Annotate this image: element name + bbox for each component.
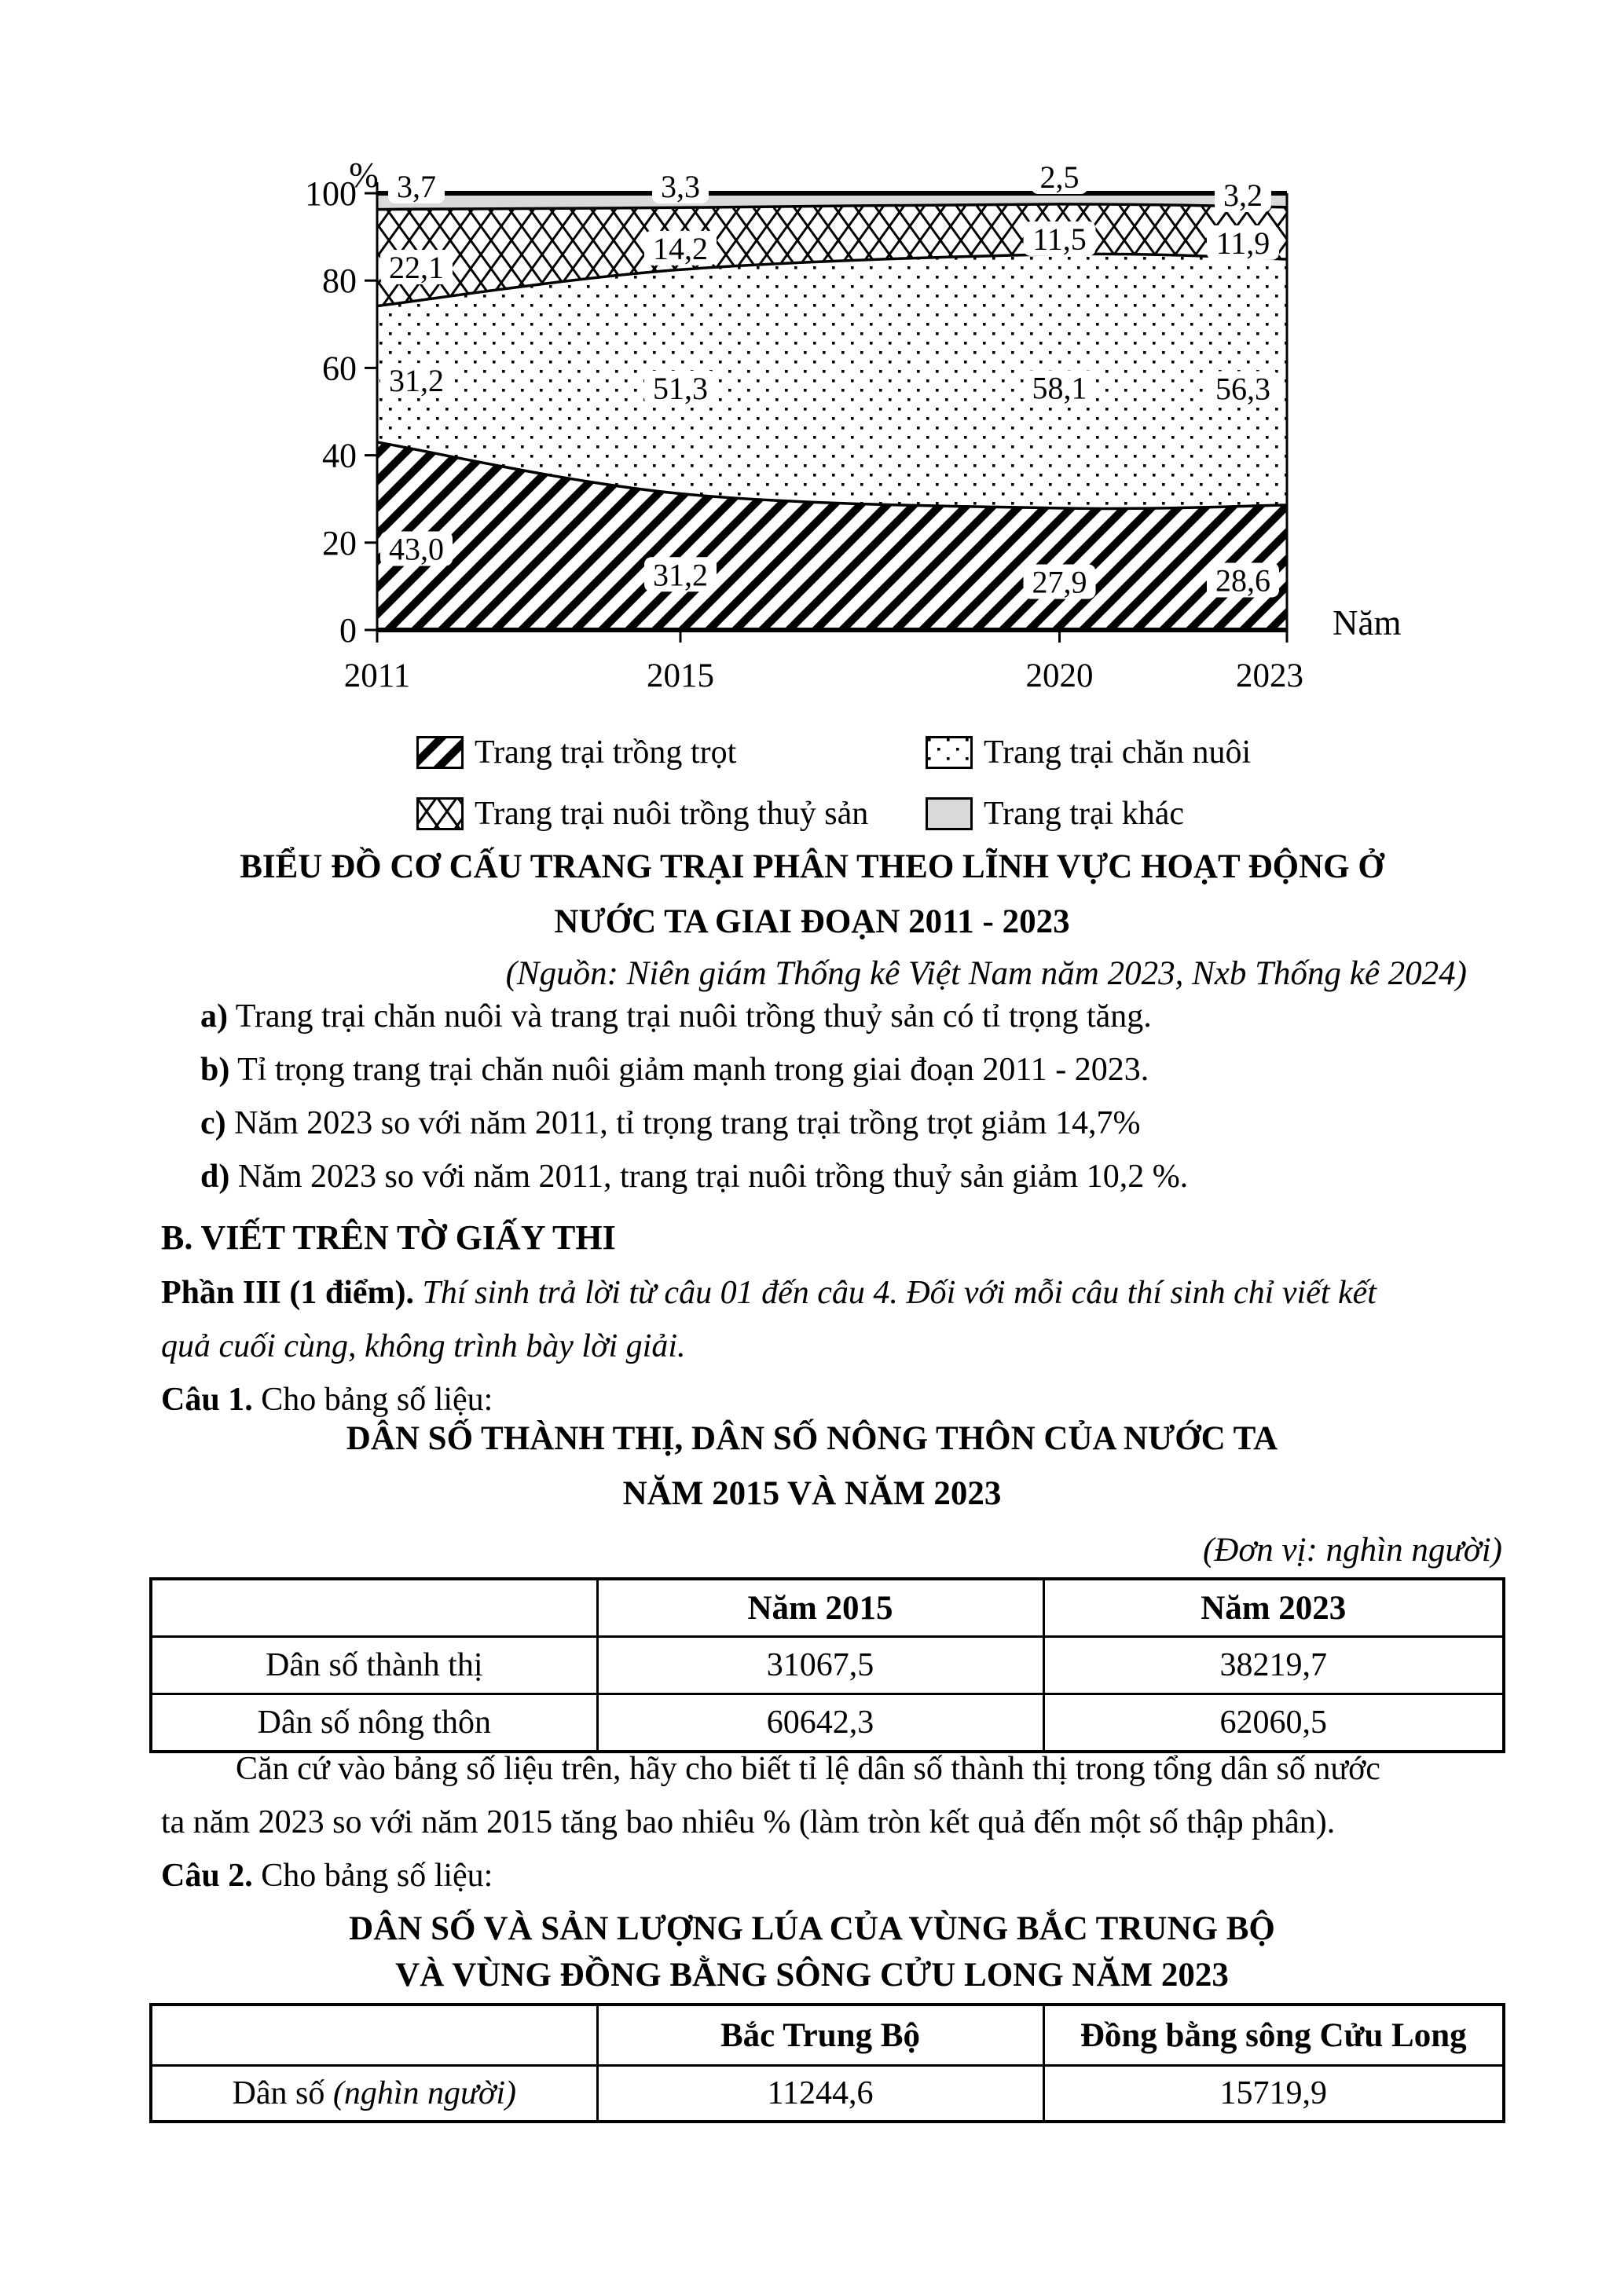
table-cell: Năm 2023 [1043,1579,1504,1637]
data-label: 22,1 [389,250,444,286]
chart-source: (Nguồn: Niên giám Thống kê Việt Nam năm 2023, Nxb Thống kê 2024) [505,955,1467,992]
table-cell: 38219,7 [1043,1637,1504,1694]
data-label: 11,9 [1215,225,1270,261]
x-tick-label: 2015 [647,657,714,694]
legend-swatch-cross-icon [416,797,464,830]
table-cell: Bắc Trung Bộ [597,2005,1043,2066]
table-row [151,1579,1504,1637]
data-label: 14,2 [653,230,708,266]
statement-d-label: d) [200,1159,230,1195]
y-tick-label: 0 [339,611,357,650]
population-table [149,1577,1505,1753]
table-cell: Dân số nông thôn [151,1694,597,1752]
table-cell [151,2005,597,2066]
y-tick-label: 60 [322,349,357,388]
farm-structure-area-chart [236,141,1493,727]
legend-item [926,734,1251,771]
x-tick-label: 2023 [1236,657,1303,694]
table1-title-line2: NĂM 2015 VÀ NĂM 2023 [622,1475,1002,1512]
legend-item [416,734,736,771]
legend-label: Trang trại nuôi trồng thuỷ sản [475,796,869,832]
chart-title-line2: NƯỚC TA GIAI ĐOẠN 2011 - 2023 [554,903,1070,940]
statement-a [200,998,1152,1034]
data-label: 27,9 [1032,564,1087,600]
question-1-text: Cho bảng số liệu: [252,1382,493,1418]
question-1 [161,1382,493,1418]
table-cell [151,2066,597,2122]
data-label: 43,0 [389,531,444,567]
row-label: Dân số [232,2075,333,2111]
table-cell: 62060,5 [1043,1694,1504,1752]
chart-title-line1: BIỂU ĐỒ CƠ CẤU TRANG TRẠI PHÂN THEO LĨNH VỰC HOẠT ĐỘNG Ở [240,848,1384,885]
table-cell: 60642,3 [597,1694,1043,1752]
y-tick-label: 40 [322,436,357,475]
data-label: 11,5 [1032,221,1087,257]
x-tick-label: 2011 [343,657,411,694]
section-b-heading: B. VIẾT TRÊN TỜ GIẤY THI [161,1218,616,1257]
row-label-note: (nghìn người) [332,2075,516,2111]
table-row [151,1694,1504,1752]
legend-label: Trang trại trồng trọt [475,734,737,771]
part3-label: Phần III (1 điểm). [161,1275,415,1311]
data-label: 31,2 [389,363,444,399]
table-cell: Đồng bằng sông Cửu Long [1043,2005,1504,2066]
table-row [151,1637,1504,1694]
data-label: 3,7 [397,169,436,204]
data-label: 31,2 [653,557,708,593]
table-cell: Dân số thành thị [151,1637,597,1694]
question-2-label: Câu 2. [161,1858,253,1894]
table2-title-line2: VÀ VÙNG ĐỒNG BẰNG SÔNG CỬU LONG NĂM 2023 [395,1957,1229,1994]
legend-item [416,795,868,833]
table-cell: 11244,6 [597,2066,1043,2122]
table-row [151,2005,1504,2066]
statement-b-text: Tỉ trọng trang trại chăn nuôi giảm mạnh trong giai đoạn 2011 - 2023. [229,1052,1149,1088]
part3-instruction-1: Thí sinh trả lời từ câu 01 đến câu 4. Đối với mỗi câu thí sinh chỉ viết kết [414,1275,1377,1311]
legend-swatch-solid-icon [926,797,973,830]
part3-line2: quả cuối cùng, không trình bày lời giải. [161,1328,686,1364]
legend-swatch-dots-icon [926,736,973,769]
x-tick-label: 2020 [1025,657,1094,694]
population-rice-table [149,2003,1505,2123]
statement-c-label: c) [200,1105,226,1141]
statement-a-label: a) [200,998,228,1034]
table1-unit: (Đơn vị: nghìn người) [1202,1532,1502,1569]
table-cell [151,1579,597,1637]
y-tick-label: 20 [322,523,357,562]
statement-a-text: Trang trại chăn nuôi và trang trại nuôi trồng thuỷ sản có tỉ trọng tăng. [228,998,1152,1034]
statement-b [200,1052,1149,1088]
chart-legend [416,734,1516,844]
legend-swatch-diagonal-icon [416,736,464,769]
statement-c [200,1105,1140,1141]
data-label: 56,3 [1215,371,1270,407]
statement-d [200,1159,1188,1195]
legend-item [926,795,1184,833]
legend-label: Trang trại chăn nuôi [984,734,1252,771]
data-label: 2,5 [1039,159,1080,195]
table-row [151,2066,1504,2122]
x-axis-title: Năm [1333,603,1402,643]
question-2 [161,1858,493,1894]
table1-title-line1: DÂN SỐ THÀNH THỊ, DÂN SỐ NÔNG THÔN CỦA NƯỚC TA [346,1420,1278,1457]
legend-label: Trang trại khác [984,796,1185,832]
data-label: 51,3 [653,370,708,406]
data-label: 3,2 [1223,178,1263,213]
table-cell: 15719,9 [1043,2066,1504,2122]
question-1-prompt-line2: ta năm 2023 so với năm 2015 tăng bao nhiêu % (làm tròn kết quả đến một số thập phân). [161,1804,1336,1840]
question-2-text: Cho bảng số liệu: [252,1858,493,1894]
y-tick-label: 80 [322,262,357,301]
table2-title-line1: DÂN SỐ VÀ SẢN LƯỢNG LÚA CỦA VÙNG BẮC TRUNG BỘ [349,1910,1275,1947]
statement-b-label: b) [200,1052,230,1088]
data-label: 28,6 [1215,562,1270,599]
table-cell: 31067,5 [597,1637,1043,1694]
data-label: 3,3 [661,169,700,204]
y-axis-unit-label: % [349,156,379,195]
statement-d-text: Năm 2023 so với năm 2011, trang trại nuôi trồng thuỷ sản giảm 10,2 %. [229,1159,1189,1195]
table-cell: Năm 2015 [597,1579,1043,1637]
part3-line1 [161,1275,1377,1311]
question-1-prompt-line1: Căn cứ vào bảng số liệu trên, hãy cho biết tỉ lệ dân số thành thị trong tổng dân số nước [236,1751,1380,1787]
question-1-label: Câu 1. [161,1382,253,1418]
data-label: 58,1 [1032,370,1087,406]
statement-c-text: Năm 2023 so với năm 2011, tỉ trọng trang trại trồng trọt giảm 14,7% [225,1105,1141,1141]
y-tick-label: 100 [305,174,357,213]
